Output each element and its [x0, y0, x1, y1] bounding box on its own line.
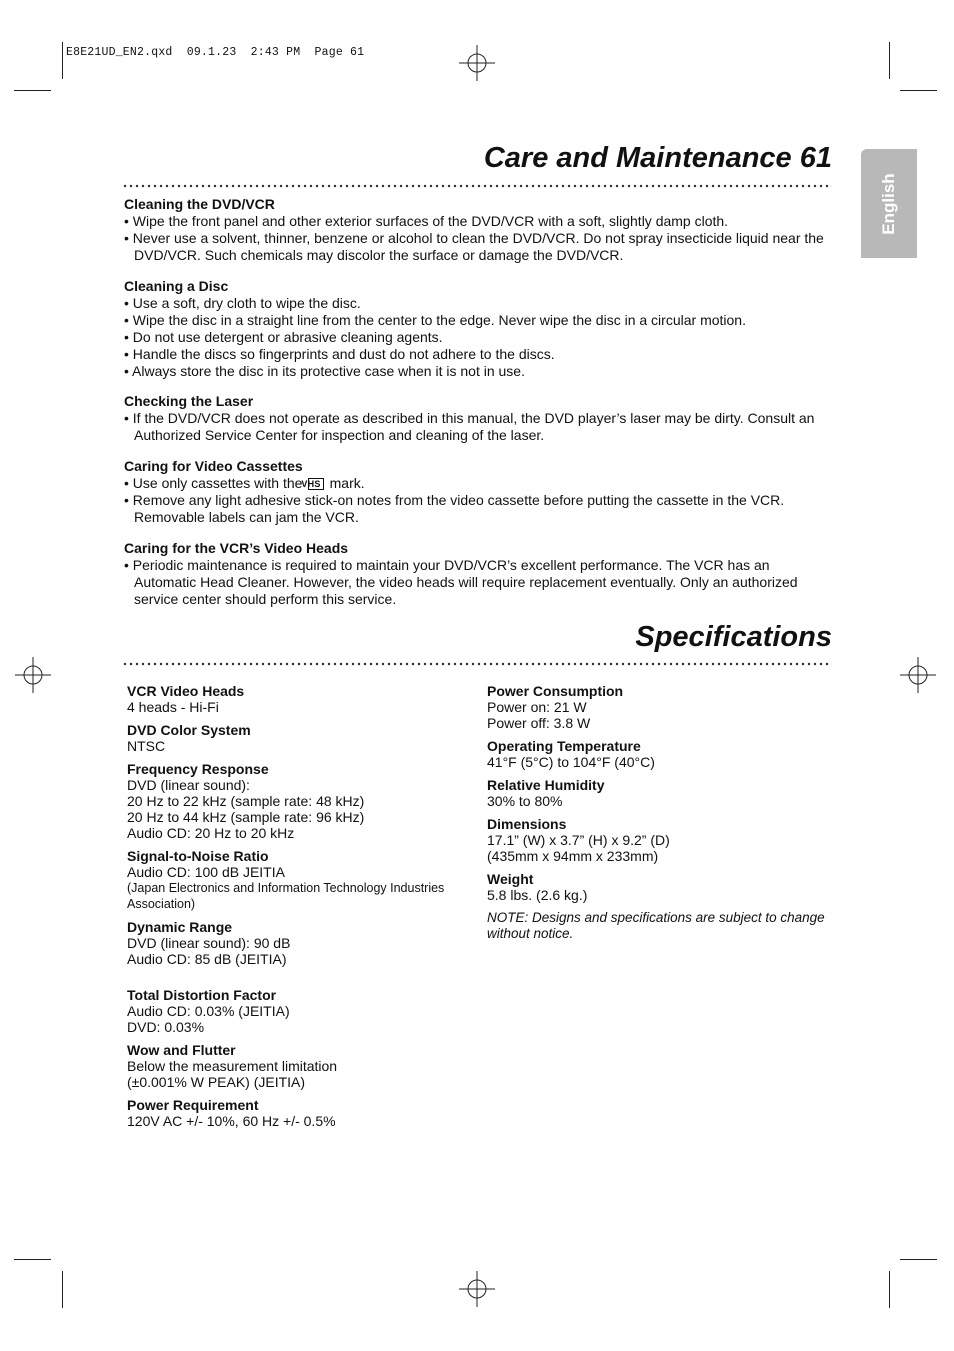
spec-item — [487, 738, 832, 770]
spec-item — [127, 683, 467, 715]
list-item: • Periodic maintenance is required to maintain your DVD/VCR’s excellent performance. The VCR has an Automatic Head Cleaner. However, the video heads will require replacement eventually. Only an authorized service center should perform this service. — [124, 557, 798, 607]
crop-mark — [62, 1271, 63, 1308]
spec-value: 30% to 80% — [487, 793, 563, 809]
registration-mark-icon — [459, 1271, 495, 1307]
spec-item — [127, 987, 467, 1035]
list-item: • Use a soft, dry cloth to wipe the disc. — [124, 295, 361, 311]
page-title: Care and Maintenance 61 — [483, 142, 832, 174]
spec-value: 5.8 lbs. (2.6 kg.) — [487, 887, 588, 903]
registration-mark-icon — [15, 657, 51, 693]
spec-value: 20 Hz to 44 kHz (sample rate: 96 kHz) — [127, 809, 365, 825]
spec-value: Below the measurement limitation — [127, 1058, 338, 1074]
care-section-video-heads — [124, 540, 834, 608]
section-heading: Checking the Laser — [124, 393, 254, 409]
spec-heading: DVD Color System — [127, 722, 251, 738]
dotted-divider — [122, 184, 832, 188]
spec-item — [487, 816, 832, 864]
spec-value: 4 heads - Hi-Fi — [127, 699, 219, 715]
section-heading: Cleaning the DVD/VCR — [124, 196, 275, 212]
registration-mark-icon — [459, 45, 495, 81]
spec-heading: Wow and Flutter — [127, 1042, 236, 1058]
care-section-checking-laser — [124, 393, 834, 444]
spec-footnote: (Japan Electronics and Information Technology Industries Association) — [127, 881, 445, 911]
file-slug: E8E21UD_EN2.qxd 09.1.23 2:43 PM Page 61 — [66, 46, 365, 59]
specs-right-column — [487, 683, 832, 942]
vhs-logo-icon: VHS — [308, 478, 323, 490]
spec-heading: Relative Humidity — [487, 777, 605, 793]
specs-left-column — [127, 683, 467, 1136]
list-item — [124, 475, 834, 492]
spec-heading: Total Distortion Factor — [127, 987, 277, 1003]
spec-heading: Power Requirement — [127, 1097, 259, 1113]
dotted-divider — [122, 662, 832, 666]
spec-item — [487, 777, 832, 809]
spec-value: DVD: 0.03% — [127, 1019, 205, 1035]
specifications-title: Specifications — [635, 621, 832, 653]
spec-heading: Power Consumption — [487, 683, 624, 699]
care-section-cleaning-dvd-vcr — [124, 196, 834, 264]
section-heading: Caring for the VCR’s Video Heads — [124, 540, 349, 556]
list-item-text: mark. — [329, 475, 365, 491]
list-item: • Do not use detergent or abrasive cleaning agents. — [124, 329, 443, 345]
crop-mark — [14, 1259, 51, 1260]
spec-value: Audio CD: 20 Hz to 20 kHz — [127, 825, 295, 841]
list-item: • Wipe the front panel and other exterior surfaces of the DVD/VCR with a soft, slightly damp cloth. — [124, 213, 729, 229]
spec-heading: Dimensions — [487, 816, 567, 832]
section-heading: Caring for Video Cassettes — [124, 458, 303, 474]
list-item: • Handle the discs so fingerprints and dust do not adhere to the discs. — [124, 346, 555, 362]
crop-mark — [900, 90, 937, 91]
registration-mark-icon — [900, 657, 936, 693]
list-item: • Never use a solvent, thinner, benzene or alcohol to clean the DVD/VCR. Do not spray insecticide liquid near the DVD/VCR. Such chemicals may discolor the surface or damage the DVD/VCR. — [124, 230, 824, 263]
spec-value: 120V AC +/- 10%, 60 Hz +/- 0.5% — [127, 1113, 336, 1129]
spec-value: (±0.001% W PEAK) (JEITIA) — [127, 1074, 306, 1090]
crop-mark — [14, 90, 51, 91]
section-heading: Cleaning a Disc — [124, 278, 229, 294]
spec-item — [127, 1042, 467, 1090]
spec-value: Power on: 21 W — [487, 699, 587, 715]
spec-heading: VCR Video Heads — [127, 683, 245, 699]
spec-value: Audio CD: 0.03% (JEITIA) — [127, 1003, 290, 1019]
language-tab — [861, 149, 917, 258]
spec-value: NTSC — [127, 738, 166, 754]
list-item: • If the DVD/VCR does not operate as described in this manual, the DVD player’s laser may be dirty. Consult an Authorized Service Center for inspection and cleaning of the laser. — [124, 410, 815, 443]
spec-item — [127, 722, 467, 754]
spec-value: Power off: 3.8 W — [487, 715, 591, 731]
spec-item — [127, 919, 467, 967]
spec-value: Audio CD: 85 dB (JEITIA) — [127, 951, 287, 967]
care-section-cleaning-disc — [124, 278, 834, 380]
spec-item — [487, 871, 832, 903]
crop-mark — [889, 1271, 890, 1308]
list-item: • Remove any light adhesive stick-on notes from the video cassette before putting the cassette in the VCR. Removable labels can jam the VCR. — [124, 492, 785, 525]
spec-item — [127, 761, 467, 841]
spec-value: (435mm x 94mm x 233mm) — [487, 848, 659, 864]
specs-note: NOTE: Designs and specifications are subject to change without notice. — [487, 910, 825, 941]
crop-mark — [62, 42, 63, 79]
spec-value: 41°F (5°C) to 104°F (40°C) — [487, 754, 655, 770]
spec-value: DVD (linear sound): — [127, 777, 250, 793]
spec-heading: Operating Temperature — [487, 738, 641, 754]
spec-item — [127, 848, 467, 912]
list-item-text: • Use only cassettes with the — [124, 475, 303, 491]
spec-item — [487, 683, 832, 731]
spec-heading: Frequency Response — [127, 761, 269, 777]
spec-value: DVD (linear sound): 90 dB — [127, 935, 291, 951]
spec-heading: Weight — [487, 871, 534, 887]
list-item: • Always store the disc in its protective case when it is not in use. — [124, 363, 525, 379]
spec-item — [127, 1097, 467, 1129]
list-item: • Wipe the disc in a straight line from the center to the edge. Never wipe the disc in a circular motion. — [124, 312, 746, 328]
spec-value: Audio CD: 100 dB JEITIA — [127, 864, 285, 880]
crop-mark — [889, 42, 890, 79]
crop-mark — [900, 1259, 937, 1260]
language-tab-label: English — [879, 172, 898, 235]
spec-value: 20 Hz to 22 kHz (sample rate: 48 kHz) — [127, 793, 365, 809]
spec-value: 17.1” (W) x 3.7” (H) x 9.2” (D) — [487, 832, 670, 848]
spec-heading: Dynamic Range — [127, 919, 233, 935]
spec-heading: Signal-to-Noise Ratio — [127, 848, 269, 864]
care-section-video-cassettes — [124, 458, 834, 526]
